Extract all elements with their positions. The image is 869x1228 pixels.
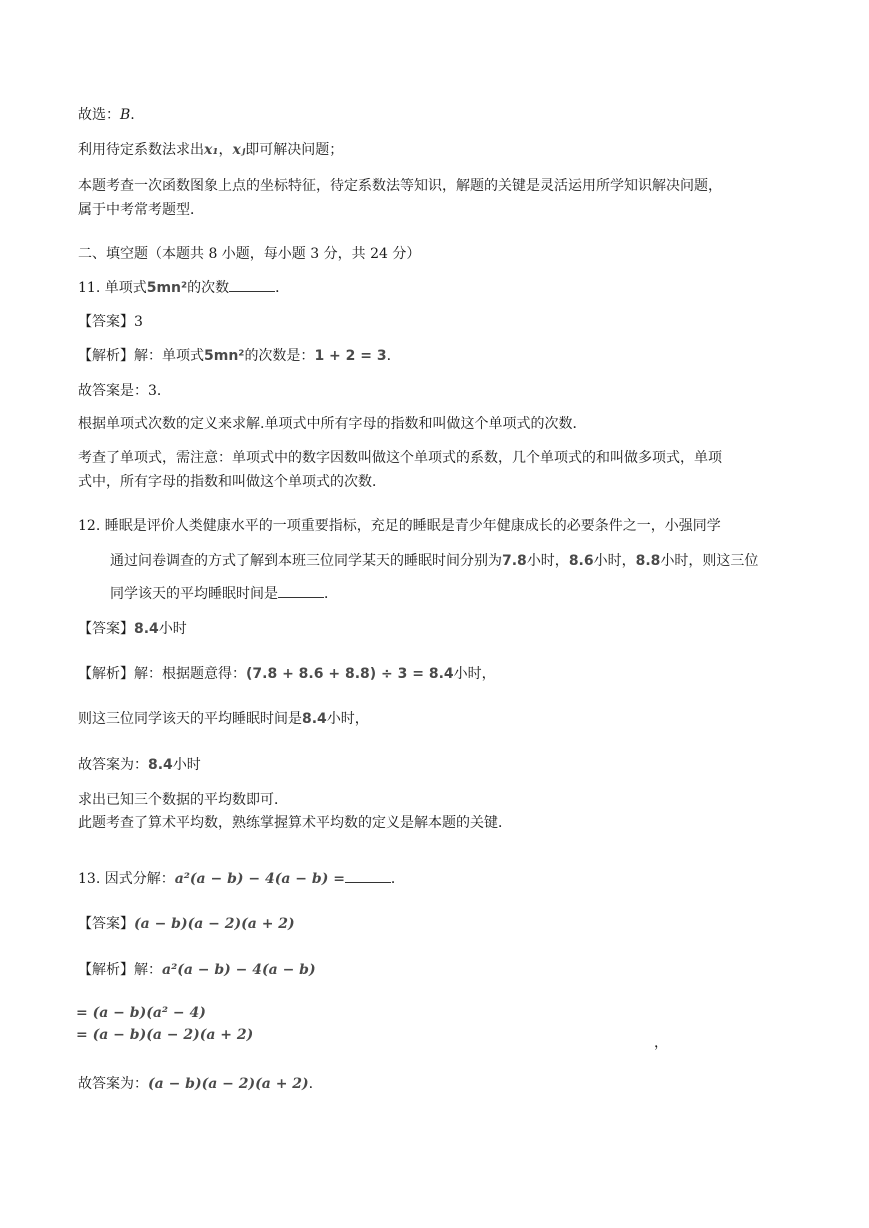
answer-label: 【答案】 (78, 621, 134, 637)
prev-comment-line-2: 属于中考常考题型． (78, 202, 204, 218)
prev-method-line (78, 140, 343, 160)
q12-explanation-line-2 (78, 709, 369, 729)
text: ． (390, 871, 405, 887)
q11-method: 根据单项式次数的定义来求解.单项式中所有字母的指数和叫做这个单项式的次数． (78, 416, 587, 432)
text: 的次数是： (244, 348, 315, 364)
text: 则这三位同学该天的平均睡眠时间是 (78, 711, 302, 727)
q13-step-2 (76, 1025, 253, 1045)
answer-value: 3 (134, 314, 143, 330)
text: 小时，则这三位 (660, 553, 759, 569)
math-value: 8.8 (635, 553, 661, 569)
math-expression: (a − b)(a − 2)(a + 2) (148, 1076, 309, 1092)
text: 通过问卷调查的方式了解到本班三位同学某天的睡眠时间分别为 (110, 553, 502, 569)
math-value: 7.8 (502, 553, 527, 569)
math-value: 8.4 (148, 757, 173, 773)
math-expression: = (a − b)(a² − 4) (76, 1005, 206, 1021)
math-expression: = (a − b)(a − 2)(a + 2) (76, 1027, 254, 1043)
math-value: 8.6 (568, 553, 594, 569)
text: 故选： (78, 107, 120, 123)
text: 小时， (326, 711, 369, 727)
q13-answer (78, 914, 295, 934)
text: ． (324, 586, 338, 602)
q11-conclusion: 故答案是：3． (78, 383, 171, 399)
text: 小时， (526, 553, 569, 569)
q11-question (78, 278, 289, 298)
q11-explanation (78, 346, 391, 366)
math-sum: 1 + 2 = 3 (314, 348, 387, 364)
text: 利用待定系数法求出 (78, 142, 204, 158)
text: ， (218, 142, 233, 158)
text: . (308, 1076, 314, 1092)
q13-step-comma: ， (654, 1035, 668, 1051)
math-xj: xⱼ (232, 142, 246, 158)
q12-explanation (78, 664, 496, 684)
text: 小时， (593, 553, 636, 569)
text: 13. 因式分解： (78, 871, 175, 887)
math-monomial: 5mn² (146, 280, 188, 296)
math-x1: x₁ (204, 142, 219, 158)
choice-letter: B (120, 107, 131, 123)
prev-choice-line (78, 105, 135, 125)
text: ． (275, 280, 290, 296)
math-value: 8.4 (302, 711, 327, 727)
text: 小时 (158, 621, 187, 637)
answer-label: 【答案】 (78, 916, 134, 932)
answer-label: 【答案】 (78, 314, 134, 330)
text: 故答案为： (78, 1076, 148, 1092)
q11-answer (78, 312, 143, 332)
text: . (130, 107, 135, 123)
q13-question (78, 869, 405, 889)
q11-comment-2: 式中，所有字母的指数和叫做这个单项式的次数． (78, 474, 386, 490)
q12-question-line-3 (110, 584, 338, 604)
section-heading: 二、填空题（本题共 8 小题，每小题 3 分，共 24 分） (78, 246, 421, 262)
q13-conclusion (78, 1074, 313, 1094)
q12-answer (78, 619, 187, 639)
answer-blank (229, 279, 275, 292)
q12-question-line-2 (110, 551, 758, 571)
explanation-label: 【解析】 (78, 666, 134, 682)
math-value: 8.4 (134, 621, 159, 637)
answer-blank (345, 870, 391, 883)
math-expression: (a − b)(a − 2)(a + 2) (134, 916, 295, 932)
math-expression: a²(a − b) − 4(a − b) = (174, 871, 345, 887)
q13-step-1 (76, 1003, 206, 1023)
text: 同学该天的平均睡眠时间是 (110, 586, 278, 602)
text: 11. 单项式 (78, 280, 147, 296)
text: 的次数 (187, 280, 230, 296)
text: . (386, 348, 392, 364)
q12-conclusion (78, 755, 201, 775)
text: 即可解决问题； (245, 142, 344, 158)
q11-comment-1: 考查了单项式，需注意：单项式中的数字因数叫做这个单项式的系数，几个单项式的和叫做多项式，单项 (78, 450, 722, 466)
text: 解：根据题意得： (134, 666, 246, 682)
prev-comment-line-1: 本题考查一次函数图象上点的坐标特征，待定系数法等知识，解题的关键是灵活运用所学知识解决问题， (78, 178, 722, 194)
text: 小时， (453, 666, 496, 682)
text: 故答案为： (78, 757, 148, 773)
q12-comment: 此题考查了算术平均数，熟练掌握算术平均数的定义是解本题的关键． (78, 815, 512, 831)
explanation-label: 【解析】 (78, 348, 134, 364)
text: 解：单项式 (134, 348, 204, 364)
q12-question-line-1: 12. 睡眠是评价人类健康水平的一项重要指标，充足的睡眠是青少年健康成长的必要条件之一，小强同学 (78, 518, 721, 534)
text: 小时 (172, 757, 201, 773)
explanation-label: 【解析】 (78, 962, 134, 978)
text: 解： (134, 962, 162, 978)
q12-method: 求出已知三个数据的平均数即可． (78, 792, 288, 808)
math-monomial: 5mn² (204, 348, 245, 364)
math-expression: a²(a − b) − 4(a − b) (162, 962, 316, 978)
math-expression: (7.8 + 8.6 + 8.8) ÷ 3 = 8.4 (246, 666, 454, 682)
answer-blank (278, 585, 324, 598)
q13-explanation (78, 960, 316, 980)
